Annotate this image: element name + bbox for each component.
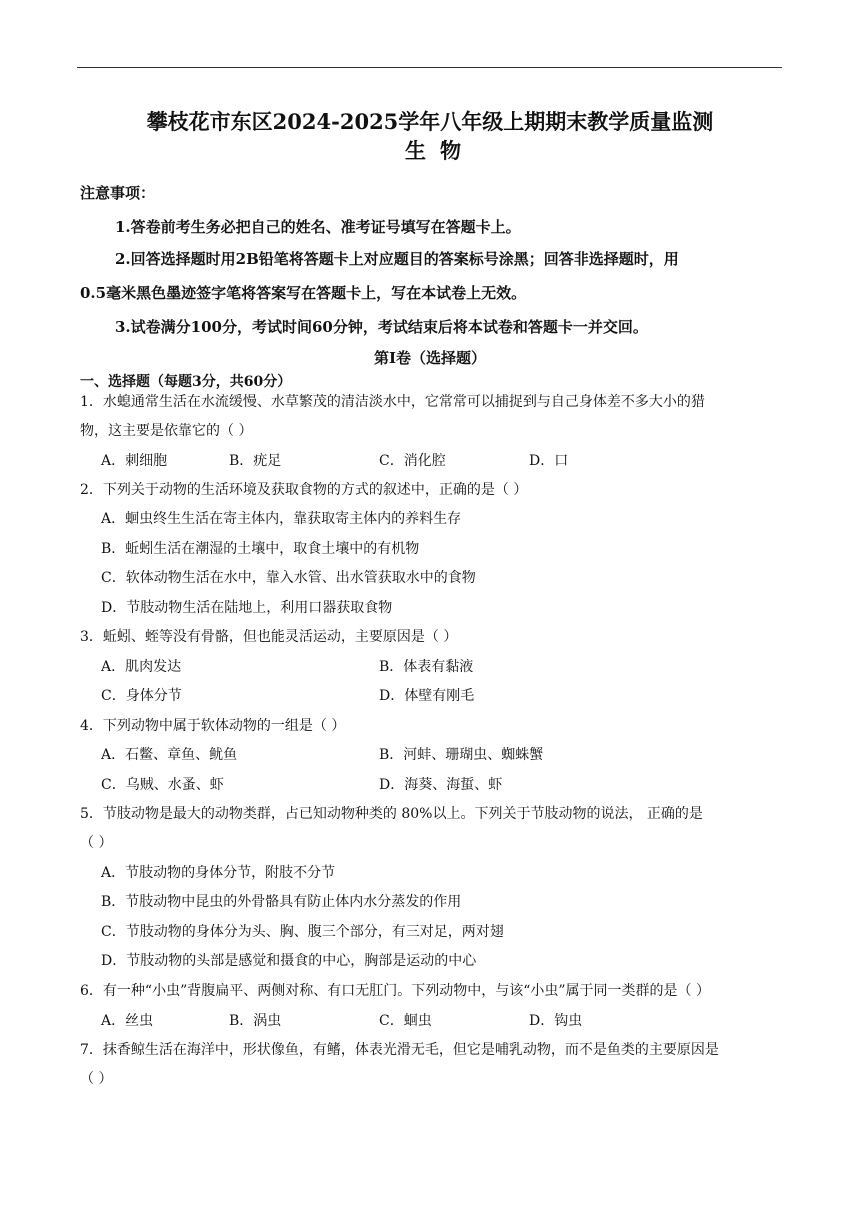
header-rule bbox=[77, 67, 782, 68]
question-7-stem-line-2: （ ） bbox=[80, 1071, 113, 1087]
exam-title: 攀枝花市东区2024-2025学年八年级上期期末教学质量监测 bbox=[146, 109, 714, 134]
note-item-3: 3.试卷满分100分，考试时间60分钟，考试结束后将本试卷和答题卡一并交回。 bbox=[115, 318, 648, 336]
question-1-option-c: C．消化腔 bbox=[379, 453, 446, 469]
question-5-stem-line-2: （ ） bbox=[80, 835, 113, 851]
question-3-option-a: A．肌肉发达 bbox=[101, 659, 182, 675]
note-item-2-line-2: 0.5毫米黑色墨迹签字笔将答案写在答题卡上，写在本试卷上无效。 bbox=[80, 284, 527, 302]
question-5-stem-line-1: 5．节肢动物是最大的动物类群，占已知动物种类的 80%以上。下列关于节肢动物的说法， 正确的是 bbox=[80, 806, 703, 822]
question-2-stem: 2．下列关于动物的生活环境及获取食物的方式的叙述中，正确的是（ ） bbox=[80, 482, 528, 498]
question-1-option-b: B．疣足 bbox=[229, 453, 282, 469]
question-1-option-d: D．口 bbox=[529, 453, 569, 469]
question-3-stem: 3．蚯蚓、蛭等没有骨骼，但也能灵活运动，主要原因是（ ） bbox=[80, 629, 458, 645]
question-4-option-d: D．海葵、海蜇、虾 bbox=[379, 777, 503, 793]
question-2-option-b: B．蚯蚓生活在潮湿的土壤中，取食土壤中的有机物 bbox=[101, 541, 420, 557]
subject-title: 生物 bbox=[405, 138, 475, 163]
question-1-stem-line-2: 物，这主要是依靠它的（ ） bbox=[80, 423, 253, 439]
question-7-stem-line-1: 7．抹香鲸生活在海洋中，形状像鱼，有鳍，体表光滑无毛，但它是哺乳动物，而不是鱼类的主要原因是 bbox=[80, 1042, 719, 1058]
question-5-option-a: A．节肢动物的身体分节，附肢不分节 bbox=[101, 865, 336, 881]
note-item-1: 1.答卷前考生务必把自己的姓名、准考证号填写在答题卡上。 bbox=[115, 218, 521, 236]
question-4-stem: 4．下列动物中属于软体动物的一组是（ ） bbox=[80, 718, 346, 734]
question-4-option-b: B．河蚌、珊瑚虫、蜘蛛蟹 bbox=[379, 747, 544, 763]
question-3-option-b: B．体表有黏液 bbox=[379, 659, 474, 675]
note-item-2-line-1: 2.回答选择题时用2B铅笔将答题卡上对应题目的答案标号涂黑；回答非选择题时，用 bbox=[115, 250, 679, 268]
question-1-option-a: A．刺细胞 bbox=[101, 453, 168, 469]
question-5-option-d: D．节肢动物的头部是感觉和摄食的中心，胸部是运动的中心 bbox=[101, 953, 477, 969]
question-6-option-c: C．蛔虫 bbox=[379, 1013, 432, 1029]
question-2-option-d: D．节肢动物生活在陆地上，利用口器获取食物 bbox=[101, 600, 393, 616]
question-6-option-b: B．涡虫 bbox=[229, 1013, 282, 1029]
question-2-option-c: C．软体动物生活在水中，靠入水管、出水管获取水中的食物 bbox=[101, 570, 476, 586]
question-4-option-c: C．乌贼、水蚤、虾 bbox=[101, 777, 224, 793]
question-5-option-c: C．节肢动物的身体分为头、胸、腹三个部分，有三对足，两对翅 bbox=[101, 924, 504, 940]
question-6-option-a: A．丝虫 bbox=[101, 1013, 154, 1029]
section-title: 第Ⅰ卷（选择题） bbox=[373, 349, 487, 367]
question-4-option-a: A．石鳖、章鱼、鱿鱼 bbox=[101, 747, 238, 763]
question-5-option-b: B．节肢动物中昆虫的外骨骼具有防止体内水分蒸发的作用 bbox=[101, 894, 462, 910]
question-3-option-c: C．身体分节 bbox=[101, 688, 182, 704]
question-2-option-a: A．蛔虫终生生活在寄主体内，靠获取寄主体内的养料生存 bbox=[101, 511, 462, 527]
question-6-stem: 6．有一种“小虫”背腹扁平、两侧对称、有口无肛门。下列动物中，与该“小虫”属于同一类群的是（ ） bbox=[80, 983, 710, 999]
question-3-option-d: D．体壁有刚毛 bbox=[379, 688, 475, 704]
notes-heading: 注意事项： bbox=[80, 184, 156, 202]
question-6-option-d: D．钩虫 bbox=[529, 1013, 583, 1029]
part-heading: 一、选择题（每题3分，共60分） bbox=[80, 374, 292, 390]
question-1-stem-line-1: 1．水螅通常生活在水流缓慢、水草繁茂的清洁淡水中，它常常可以捕捉到与自己身体差不多大小的猎 bbox=[80, 394, 705, 410]
